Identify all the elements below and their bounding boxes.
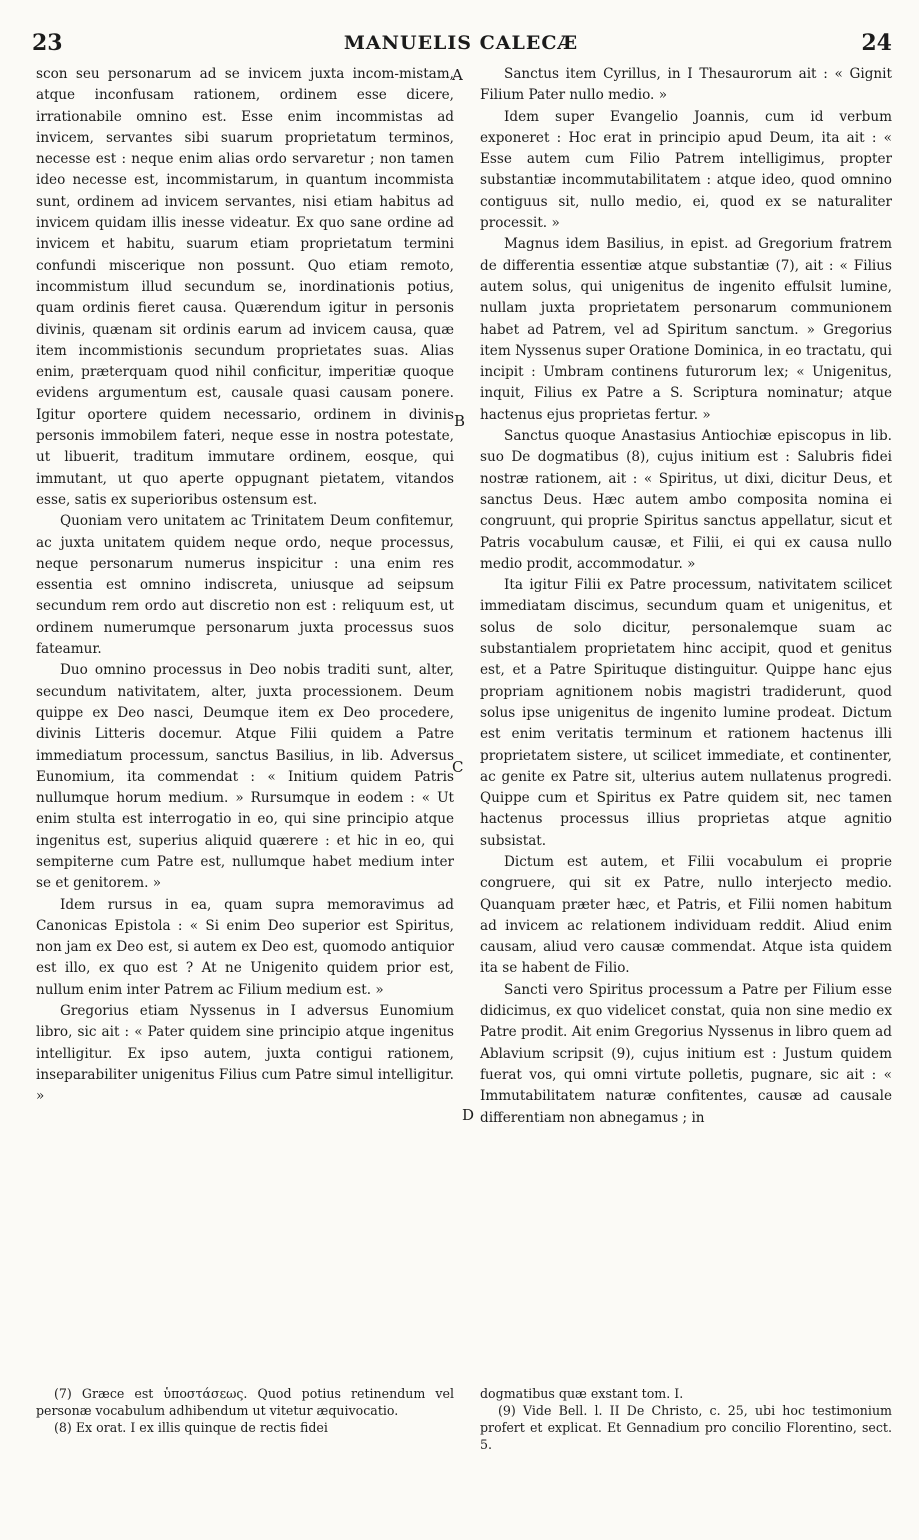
running-title: MANUELIS CALECÆ bbox=[343, 32, 579, 54]
paragraph: Magnus idem Basilius, in epist. ad Gregorium fratrem de differentia essentiæ atque substantiæ (7), ait : « Filius autem solus, qui unigenitus de ingenito effulsit lumine, nullam juxta proprietatem personarum communionem habet ad Patrem, vel ad Spiritum sanctum. » Gregorius item Nyssenus super Oratione Dominica, in eo tractatu, qui incipit : Umbram continens futurorum lex; « Unigenitus, inquit, Filius ex Patre a S. Scriptura nominatur; atque hactenus ejus proprietas fertur. » bbox=[480, 236, 892, 423]
footnote: (8) Ex orat. I ex illis quinque de rectis fidei bbox=[54, 1420, 328, 1435]
page-number-right: 24 bbox=[861, 30, 892, 56]
footnotes-left bbox=[36, 1385, 454, 1436]
paragraph: Sancti vero Spiritus processum a Patre per Filium esse didicimus, ex quo videlicet constat, quia non sine medio ex Patre prodit. Ait enim Gregorius Nyssenus in libro quem ad Ablavium scripsit (9), cujus initium est : Justum quidem fuerat vos, qui omni virtute polletis, pugnare, sic ait : « Immutabilitatem naturæ confitentes, causæ ad causale differentiam non abnegamus ; in bbox=[480, 981, 892, 1126]
paragraph: Sanctus item Cyrillus, in I Thesaurorum ait : « Gignit Filium Pater nullo medio. » bbox=[480, 66, 892, 104]
paragraph: Idem rursus in ea, quam supra memoravimus ad Canonicas Epistola : « Si enim Deo superior est Spiritus, non jam ex Deo est, si autem ex Deo est, quomodo antiquior est illo, ex quo est ? At ne Unigenito quidem prior est, nullum enim inter Patrem ac Filium medium est. » bbox=[36, 896, 454, 998]
section-marker-d: D bbox=[462, 1106, 475, 1124]
page-header bbox=[30, 30, 892, 60]
paragraph: Duo omnino processus in Deo nobis traditi sunt, alter, secundum nativitatem, alter, juxta processionem. Deum quippe ex Deo nasci, Deumque item ex Deo procedere, divinis Litteris docemur. Atque Filii quidem a Patre immediatum processum, sanctus Basilius, in lib. Adversus Eunomium, ita commendat : « Initium quidem Patris nullumque horum medium. » Rursumque in eodem : « Ut enim stulta est interrogatio in eo, qui sine principio atque ingenitus est, superius aliquid quærere : et hic in eo, qui sempiterne cum Patre est, nullumque habet medium inter se et genitorem. » bbox=[36, 662, 454, 892]
paragraph: Ita igitur Filii ex Patre processum, nativitatem scilicet immediatam discimus, secundum quam et unigenitus, et solus de solo dicitur, personalemque suam ac substantialem proprietatem hinc accipit, quod et genitus est, et a Patre Spirituque distinguitur. Quippe hanc ejus propriam agnitionem nobis magistri tradiderunt, quod solus ipse unigenitus de ingenito lumine prodeat. Dictum est enim veritatis terminum et rationem hactenus illi proprietatem sistere, ut scilicet immediate, et continenter, ac genite ex Patre sit, ulterius autem nullatenus progredi. Quippe cum et Spiritus ex Patre quidem sit, nec tamen hactenus processus illius proprietas atque agnitio subsistat. bbox=[480, 577, 892, 849]
section-marker-c: C bbox=[452, 758, 464, 776]
right-column bbox=[480, 64, 892, 1129]
left-column bbox=[36, 64, 454, 1108]
paragraph: Idem super Evangelio Joannis, cum id verbum exponeret : Hoc erat in principio apud Deum, ita ait : « Esse autem cum Filio Patrem intelligimus, propter substantiæ incommutabilitatem : atque ideo, quod omnino contiguus sit, nullo medio, ei, quod ex se naturaliter processit. » bbox=[480, 108, 892, 232]
section-marker-b: B bbox=[454, 412, 466, 430]
footnote: (9) Vide Bell. l. II De Christo, c. 25, ubi hoc testimonium profert et explicat. Et Gennadium pro concilio Florentino, sect. 5. bbox=[480, 1403, 892, 1452]
footnote: dogmatibus quæ exstant tom. I. bbox=[480, 1386, 684, 1401]
paragraph: Sanctus quoque Anastasius Antiochiæ episcopus in lib. suo De dogmatibus (8), cujus initium est : Salubris fidei nostræ rationem, ait : « Spiritus, ut dixi, dicitur Deus, et sanctus Deus. Hæc autem ambo composita nomina ei congruunt, qui proprie Spiritus sanctus appellatur, sicut et Patris vocabulum causæ, et Filii, ei qui ex causa nullo medio prodit, accommodatur. » bbox=[480, 428, 892, 572]
section-marker-a: A bbox=[452, 66, 463, 84]
footnotes-right bbox=[480, 1385, 892, 1453]
paragraph: Gregorius etiam Nyssenus in I adversus Eunomium libro, sic ait : « Pater quidem sine principio atque ingenitus intelligitur. Ex ipso autem, juxta contigui rationem, inseparabiliter unigenitus Filius cum Patre simul intelligitur. » bbox=[36, 1003, 454, 1105]
paragraph: Quoniam vero unitatem ac Trinitatem Deum confitemur, ac juxta unitatem quidem neque ordo, neque processus, neque personarum numerus inspicitur : una enim res essentia est omnino indiscreta, uniusque ad seipsum secundum rem ordo aut discretio non est : reliquum est, ut ordinem numerumque personarum juxta processus suos fateamur. bbox=[36, 513, 454, 658]
paragraph: Dictum est autem, et Filii vocabulum ei proprie congruere, qui sit ex Patre, nullo interjecto medio. Quanquam præter hæc, et Patris, et Filii nomen habitum ad invicem ac relationem individuam reddit. Aliud enim causam, aliud vero causæ commendat. Atque ista quidem ita se habent de Filio. bbox=[480, 853, 892, 977]
paragraph: scon seu personarum ad se invicem juxta incom-mistam, atque inconfusam rationem, ordinem esse dicere, irrationabile omnino est. Esse enim incommistas ad invicem, servantes sibi suarum proprietatum terminos, necesse est : neque enim alias ordo servaretur ; non tamen ideo necesse est, incommistarum, in quantum incommista sunt, ordinem ad invicem servantes, nisi etiam habitus ad invicem quidam illis inesse videatur. Ex quo sane ordine ad invicem et habitu, suarum etiam proprietatum termini confundi miscerique non possunt. Quo etiam remoto, incommistum illud secundum se, inordinationis potius, quam ordinis fieret causa. Quærendum igitur in personis divinis, quænam sit ordinis earum ad invicem causa, quæ item incommistionis secundum proprietates suas. Alias enim, præterquam quod nihil conficitur, imperitiæ quoque evidens argumentum est, causale quasi causam ponere. Igitur oportere quidem necessario, ordinem in divinis personis immobilem fateri, neque esse in nostra potestate, ut libuerit, traditum immutare ordinem, eosque, qui immutant, ut quo aperte oppugnant pietatem, vitandos esse, satis ex superioribus ostensum est. bbox=[36, 66, 454, 508]
page-number-left: 23 bbox=[32, 30, 63, 56]
footnote: (7) Græce est ὑποστάσεως. Quod potius retinendum vel personæ vocabulum adhibendum ut vitetur æquivocatio. bbox=[36, 1386, 454, 1418]
